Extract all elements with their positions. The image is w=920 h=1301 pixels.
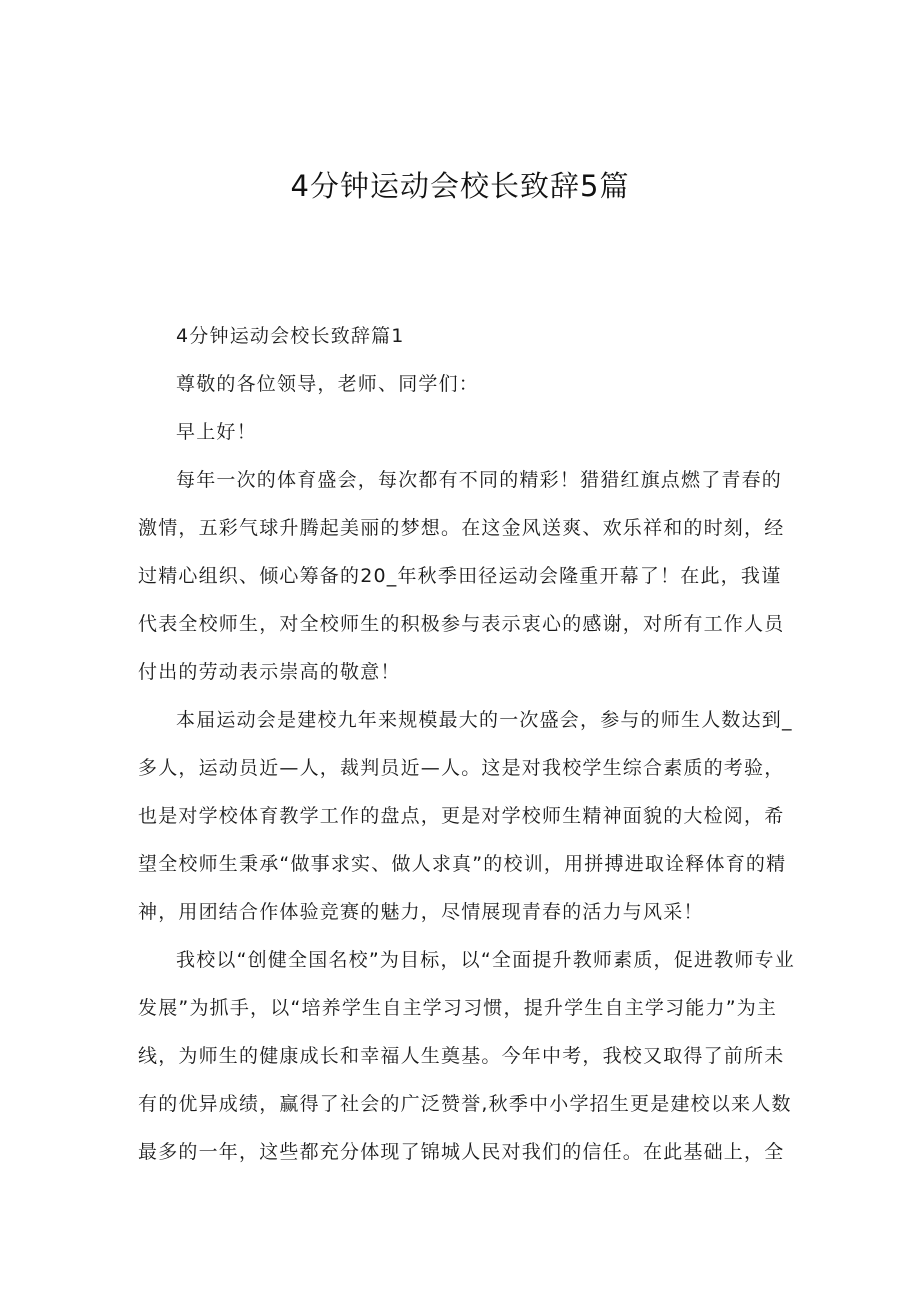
greeting: 早上好！: [176, 421, 257, 443]
document-body: [138, 312, 798, 1176]
section-heading: 4分钟运动会校长致辞篇1: [176, 325, 405, 347]
body-paragraph: 本届运动会是建校九年来规模最大的一次盛会，参与的师生人数达到_多人，运动员近—人，裁判员近—人。这是对我校学生综合素质的考验，也是对学校体育教学工作的盘点，更是对学校师生精神面貌的大检阅，希望全校师生秉承“做事求实、做人求真”的校训，用拼搏进取诠释体育的精神，用团结合作体验竞赛的魅力，尽情展现青春的活力与风采！: [138, 709, 793, 923]
salutation: 尊敬的各位领导，老师、同学们：: [176, 373, 480, 395]
document-title: 4分钟运动会校长致辞5篇: [290, 169, 630, 203]
body-paragraph: 每年一次的体育盛会，每次都有不同的精彩！猎猎红旗点燃了青春的激情，五彩气球升腾起美丽的梦想。在这金风送爽、欢乐祥和的时刻，经过精心组织、倾心筹备的20_年秋季田径运动会隆重开幕了！在此，我谨代表全校师生，对全校师生的积极参与表示衷心的感谢，对所有工作人员付出的劳动表示崇高的敬意！: [138, 469, 785, 683]
body-paragraph: 我校以“创健全国名校”为目标，以“全面提升教师素质，促进教师专业发展”为抓手，以“培养学生自主学习习惯，提升学生自主学习能力”为主线，为师生的健康成长和幸福人生奠基。今年中考，我校又取得了前所未有的优异成绩，赢得了社会的广泛赞誉,秋季中小学招生更是建校以来人数最多的一年，这些都充分体现了锦城人民对我们的信任。在此基础上，全: [138, 949, 795, 1163]
